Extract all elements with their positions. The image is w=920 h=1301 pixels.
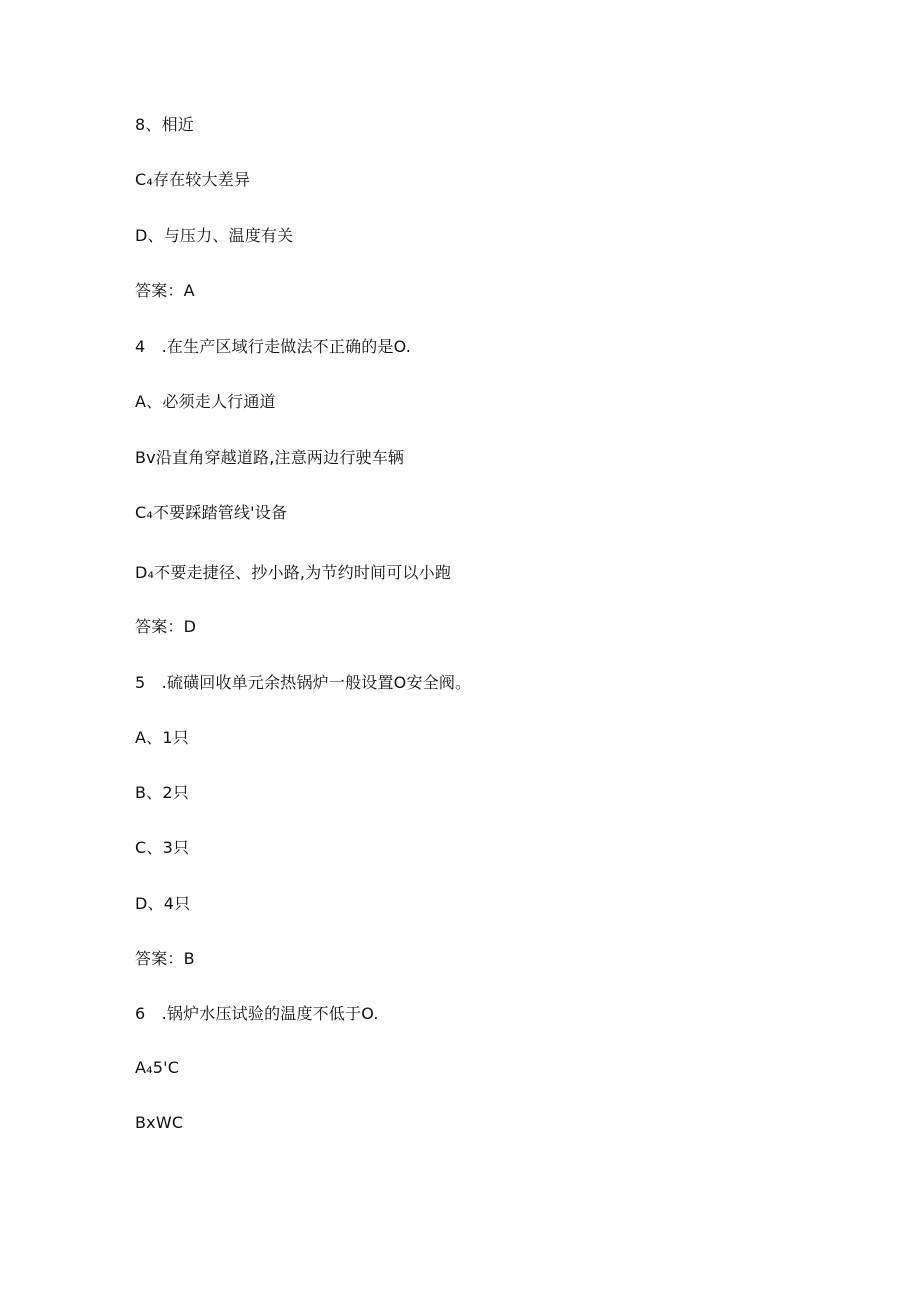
option-a-q4: A、必须走人行通道: [135, 392, 276, 411]
option-b-q5: B、2只: [135, 783, 189, 802]
answer-q3: 答案：A: [135, 281, 195, 300]
option-d-q4: D₄不要走捷径、抄小路,为节约时间可以小跑: [135, 563, 452, 582]
option-a-q5: A、1只: [135, 728, 189, 747]
question-6: 6 .锅炉水压试验的温度不低于O.: [135, 1004, 379, 1023]
option-d-q5: D、4只: [135, 894, 191, 913]
question-4: 4 .在生产区域行走做法不正确的是O.: [135, 337, 412, 356]
option-c-q3: C₄存在较大差异: [135, 170, 251, 189]
option-d-q3: D、与压力、温度有关: [135, 226, 294, 245]
option-c-q5: C、3只: [135, 838, 190, 857]
option-a-q6: A₄5'C: [135, 1058, 180, 1077]
option-c-q4: C₄不要踩踏管线'设备: [135, 503, 288, 522]
option-b-q6: BxWC: [135, 1113, 184, 1132]
answer-q5: 答案：B: [135, 949, 195, 968]
option-b-q4: Bv沿直角穿越道路,注意两边行驶车辆: [135, 448, 405, 467]
option-b-q3: 8、相近: [135, 115, 194, 134]
question-5: 5 .硫磺回收单元余热锅炉一般设置O安全阀。: [135, 673, 472, 692]
answer-q4: 答案：D: [135, 617, 197, 636]
